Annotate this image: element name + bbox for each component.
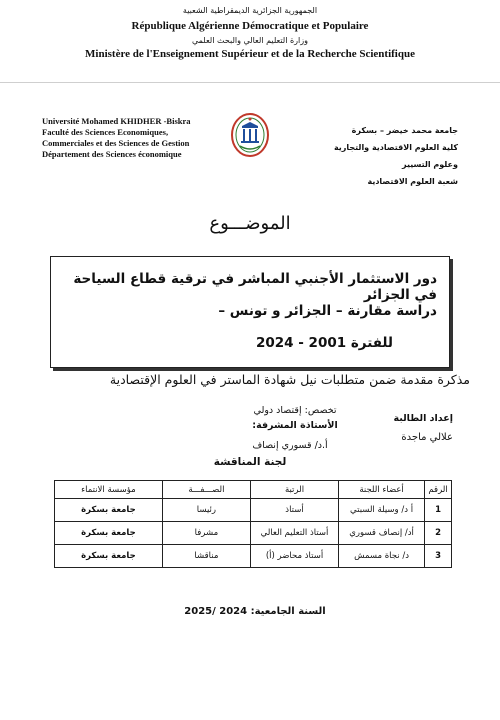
member-institution: جامعة بسكرة bbox=[55, 522, 163, 545]
member-role: رئيسا bbox=[162, 499, 250, 522]
member-institution: جامعة بسكرة bbox=[55, 499, 163, 522]
student-name: علالي ماجدة bbox=[401, 432, 453, 443]
academic-year: السنة الجامعية: 2024 /2025 bbox=[184, 606, 326, 617]
university-fr: Université Mohamed KHIDHER -Biskra bbox=[42, 116, 191, 126]
jury-table bbox=[54, 480, 452, 568]
member-rank: أستاذ التعليم العالي bbox=[251, 522, 339, 545]
supervisor-name: أ.د/ قسوري إنصاف bbox=[252, 440, 328, 451]
header-institution: مؤسسة الانتماء bbox=[55, 481, 163, 499]
header-members: أعضاء اللجنة bbox=[339, 481, 425, 499]
thesis-title-line-2: دراسة مقارنة – الجزائر و تونس – bbox=[218, 303, 437, 319]
member-role: مناقشا bbox=[162, 545, 250, 568]
speciality: تخصص: إقتصاد دولي bbox=[253, 405, 337, 416]
member-rank: أستاذ bbox=[251, 499, 339, 522]
member-rank: أستاذ محاضر (أ) bbox=[251, 545, 339, 568]
member-role: مشرفا bbox=[162, 522, 250, 545]
thesis-title-line-1: دور الاستثمار الأجنبي المباشر في ترقية قطاع السياحة في الجزائر bbox=[73, 271, 437, 303]
thesis-title-box bbox=[50, 256, 450, 368]
header-divider bbox=[0, 82, 500, 83]
university-seal-icon bbox=[230, 112, 270, 158]
subject-label: الموضـــوع bbox=[209, 213, 291, 234]
ministry-fr: Ministère de l'Enseignement Supérieur et de la Recherche Scientifique bbox=[85, 48, 415, 60]
faculty-fr: Faculté des Sciences Economiques, Commerciales et des Sciences de Gestion bbox=[42, 127, 190, 148]
row-number: 3 bbox=[425, 545, 452, 568]
university-ar: جامعة محمد خيضر – بسكرة bbox=[351, 126, 458, 135]
republic-ar: الجمهورية الجزائرية الديمقراطية الشعبية bbox=[182, 6, 318, 15]
table-row bbox=[55, 522, 452, 545]
member-name: أد/ إنصاف قسوري bbox=[339, 522, 425, 545]
member-name: أ د/ وسيلة السبتي bbox=[339, 499, 425, 522]
committee-title: لجنة المناقشة bbox=[213, 456, 287, 468]
jury-table-header bbox=[55, 481, 452, 499]
row-number: 2 bbox=[425, 522, 452, 545]
department-ar: شعبة العلوم الاقتصادية bbox=[367, 177, 458, 186]
table-row bbox=[55, 499, 452, 522]
member-name: د/ نجاة مسمش bbox=[339, 545, 425, 568]
header-number: الرقم bbox=[425, 481, 452, 499]
department-fr: Département des Sciences économique bbox=[42, 149, 182, 159]
institution-fr bbox=[42, 116, 212, 160]
memo-statement: مذكرة مقدمة ضمن متطلبات نيل شهادة الماستر في العلوم الإقتصادية bbox=[109, 372, 470, 387]
ministry-ar: وزارة التعليم العالي والبحث العلمي bbox=[192, 36, 308, 45]
row-number: 1 bbox=[425, 499, 452, 522]
institution-ar bbox=[308, 122, 458, 190]
faculty-ar: كلية العلوم الاقتصادية والتجارية وعلوم التسيير bbox=[333, 143, 458, 169]
header-rank: الرتبة bbox=[251, 481, 339, 499]
republic-fr: République Algérienne Démocratique et Populaire bbox=[131, 20, 369, 32]
header-role: الصـــفـــة bbox=[162, 481, 250, 499]
student-label: إعداد الطالبة bbox=[393, 413, 453, 424]
supervisor-label: الأستاذة المشرفة: bbox=[252, 420, 338, 431]
table-row bbox=[55, 545, 452, 568]
thesis-title-period: للفترة 2001 - 2024 bbox=[255, 335, 393, 351]
member-institution: جامعة بسكرة bbox=[55, 545, 163, 568]
